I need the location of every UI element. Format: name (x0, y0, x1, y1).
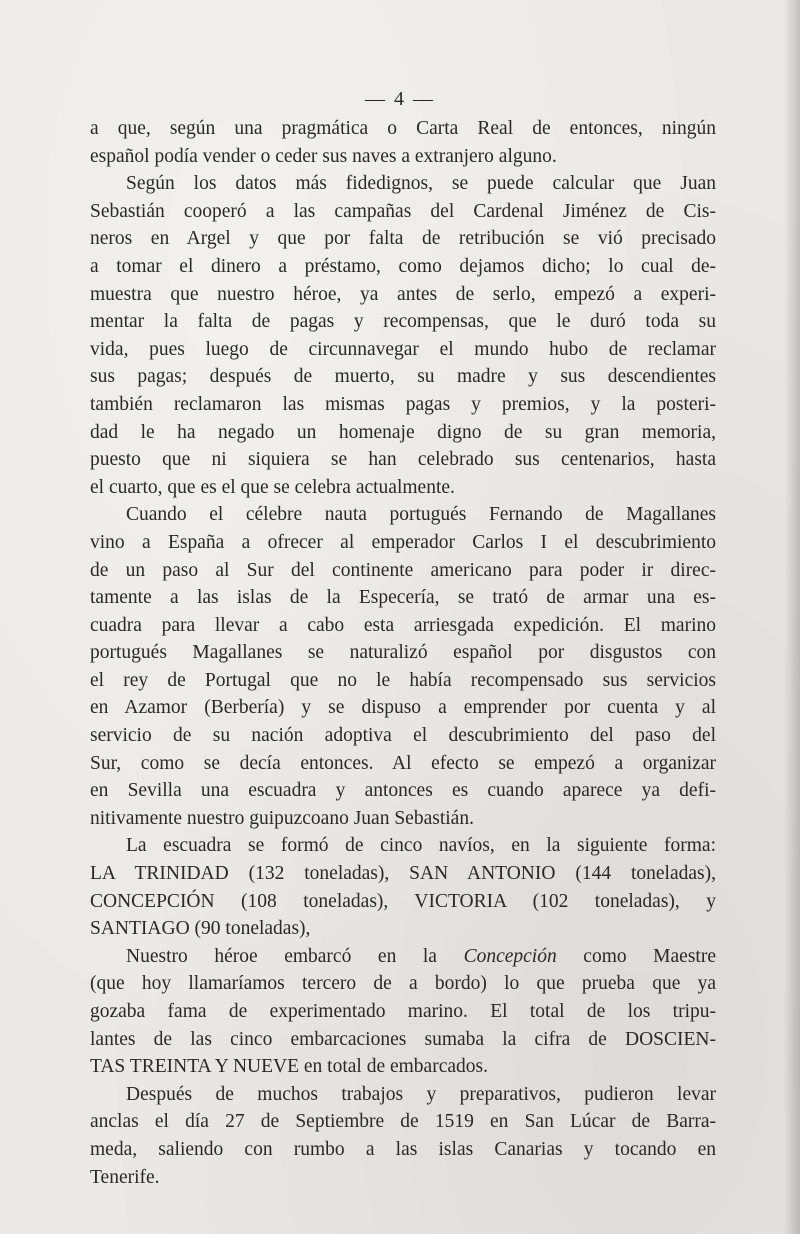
text-line: vino a España a ofrecer al emperador Carlos I el descubrimiento (90, 531, 716, 553)
text-line: portugués Magallanes se naturalizó español por disgustos con (90, 642, 716, 664)
text-line: muestra que nuestro héroe, ya antes de serlo, empezó a experi- (90, 283, 716, 305)
text-line: lantes de las cinco embarcaciones sumaba la cifra de DOSCIEN- (90, 1028, 716, 1050)
text-line: Cuando el célebre nauta portugués Fernando de Magallanes (126, 504, 716, 526)
italic-ship-name: Concepción (463, 945, 557, 967)
text-line: puesto que ni siquiera se han celebrado sus centenarios, hasta (90, 449, 716, 471)
page-edge-shadow (784, 0, 800, 1234)
text-line: SANTIAGO (90 toneladas), (90, 918, 311, 940)
text-line: el cuarto, que es el que se celebra actualmente. (90, 476, 455, 498)
text-line: CONCEPCIÓN (108 toneladas), VICTORIA (102 toneladas), y (90, 890, 716, 912)
text-line: en Azamor (Berbería) y se dispuso a emprender por cuenta y al (90, 697, 716, 719)
text-line: nitivamente nuestro guipuzcoano Juan Sebastián. (90, 807, 474, 829)
text-line: Según los datos más fidedignos, se puede calcular que Juan (126, 173, 716, 195)
text-line: a que, según una pragmática o Carta Real de entonces, ningún (90, 118, 716, 139)
text-line: en Sevilla una escuadra y antonces es cuando aparece ya defi- (90, 780, 716, 802)
text-line: sus pagas; después de muerto, su madre y sus descendientes (90, 366, 716, 388)
text-line: vida, pues luego de circunnavegar el mundo hubo de reclamar (90, 338, 716, 360)
text-line: neros en Argel y que por falta de retribución se vió precisado (90, 228, 716, 250)
text-line: también reclamaron las mismas pagas y premios, y la posteri- (90, 393, 716, 415)
text-line: La escuadra se formó de cinco navíos, en la siguiente forma: (126, 835, 716, 857)
text-line: de un paso al Sur del continente americano para poder ir direc- (90, 559, 716, 581)
body-text (90, 115, 716, 1191)
text-line: Nuestro héroe embarcó en la Concepción como Maestre (126, 945, 716, 967)
text-line: gozaba fama de experimentado marino. El total de los tripu- (90, 1001, 716, 1022)
text-line: meda, saliendo con rumbo a las islas Canarias y tocando en (90, 1138, 716, 1160)
text-line: tamente a las islas de la Especería, se trató de armar una es- (90, 587, 716, 609)
text-line: servicio de su nación adoptiva el descubrimiento del paso del (90, 725, 716, 747)
page-number: — 4 — (365, 88, 435, 110)
text-line: Sebastián cooperó a las campañas del Cardenal Jiménez de Cis- (90, 200, 716, 222)
text-line: dad le ha negado un homenaje digno de su gran memoria, (90, 421, 716, 443)
text-line: a tomar el dinero a préstamo, como dejamos dicho; lo cual de- (90, 255, 716, 277)
text-line: Después de muchos trabajos y preparativos, pudieron levar (126, 1083, 716, 1105)
text-line: cuadra para llevar a cabo esta arriesgada expedición. El marino (90, 614, 716, 636)
text-line: mentar la falta de pagas y recompensas, que le duró toda su (90, 311, 716, 333)
text-line: el rey de Portugal que no le había recompensado sus servicios (90, 669, 716, 691)
text-line: anclas el día 27 de Septiembre de 1519 en San Lúcar de Barra- (90, 1111, 716, 1133)
text-line: (que hoy llamaríamos tercero de a bordo) lo que prueba que ya (90, 973, 716, 995)
text-line: TAS TREINTA Y NUEVE en total de embarcados. (90, 1056, 488, 1078)
text-line: español podía vender o ceder sus naves a extranjero alguno. (90, 145, 557, 167)
text-line: LA TRINIDAD (132 toneladas), SAN ANTONIO (144 toneladas), (90, 863, 716, 885)
text-line: Sur, como se decía entonces. Al efecto se empezó a organizar (90, 752, 716, 774)
text-line: Tenerife. (90, 1166, 160, 1188)
